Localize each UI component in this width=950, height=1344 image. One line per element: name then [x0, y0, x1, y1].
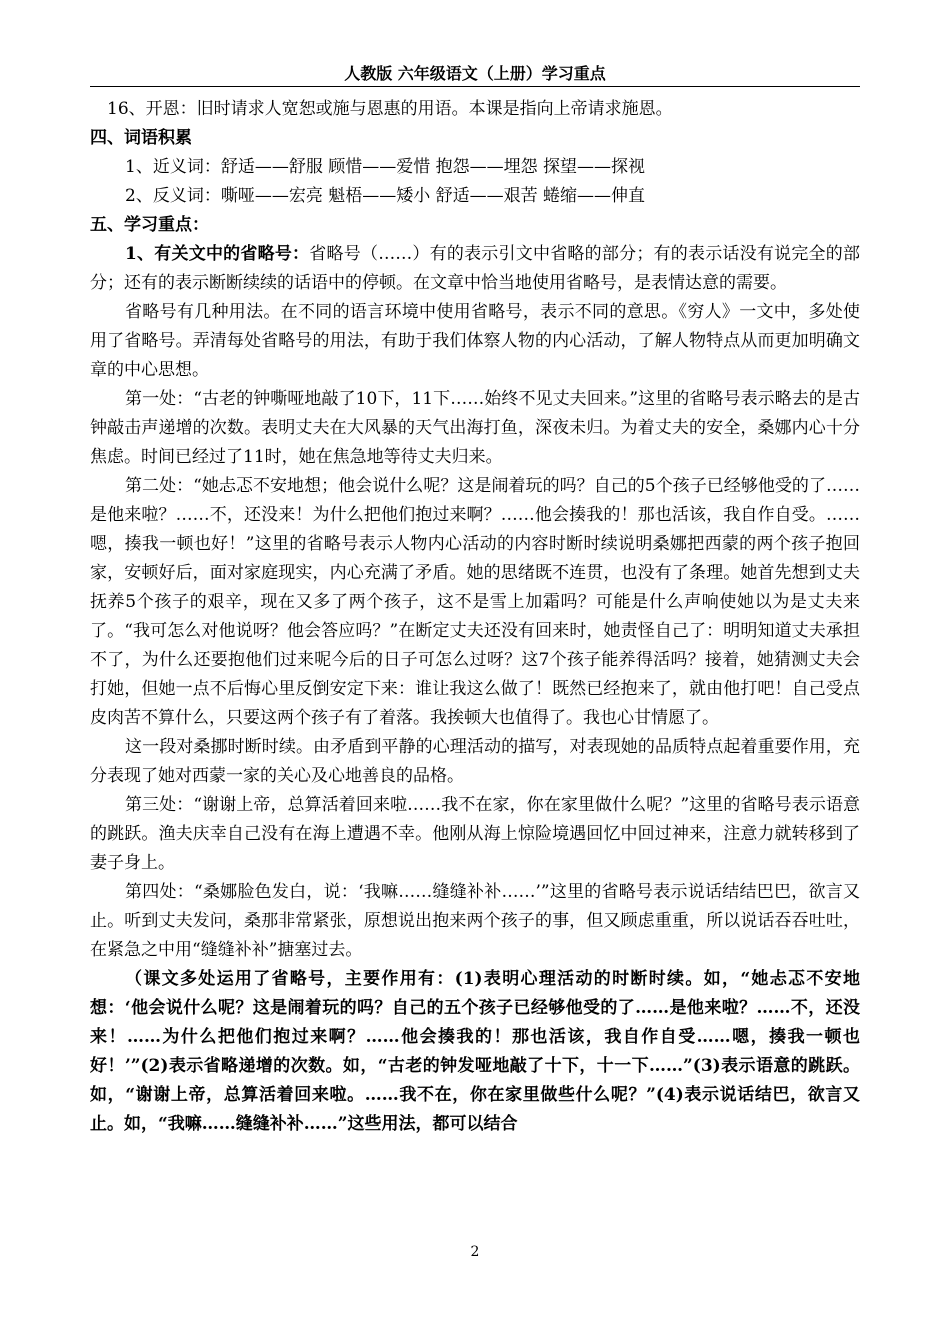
- analysis-paragraph: 这一段对桑挪时断时续。由矛盾到平静的心理活动的描写，对表现她的品质特点起着重要作用，充分表现了她对西蒙一家的关心及心地善良的品格。: [90, 737, 860, 786]
- section-heading-vocabulary: 四、词语积累: [90, 128, 192, 148]
- header-divider: [90, 86, 860, 87]
- synonyms-line: 1、近义词：舒适——舒服 顾惜——爱惜 抱怨——埋怨 探望——探视: [125, 157, 646, 177]
- ellipsis-usage-paragraph: 省略号有几种用法。在不同的语言环境中使用省略号，表示不同的意思。《穷人》一文中，多处使用了省略号。弄清每处省略号的用法，有助于我们体察人物的内心活动，了解人物特点从而更加明确文章的中心思想。: [90, 302, 860, 380]
- antonyms-line: 2、反义词：嘶哑——宏亮 魁梧——矮小 舒适——艰苦 蜷缩——伸直: [125, 186, 646, 206]
- first-instance-paragraph: 第一处：“古老的钟嘶哑地敲了10下，11下……始终不见丈夫回来。”这里的省略号表示略去的是古钟敲击声递增的次数。表明丈夫在大风暴的天气出海打鱼，深夜未归。为着丈夫的安全，桑娜内心十分焦虑。时间已经过了11时，她在焦急地等待丈夫归来。: [90, 389, 860, 467]
- ellipsis-intro-text: 省略号（……）有的表示引文中省略的部分；有的表示话没有说完全的部分；还有的表示断断续续的话语中的停顿。在文章中恰当地使用省略号，是表情达意的需要。: [90, 244, 860, 293]
- document-body: [90, 95, 860, 1139]
- third-instance-paragraph: 第三处：“谢谢上帝，总算活着回来啦……我不在家，你在家里做什么呢？”这里的省略号表示语意的跳跃。渔夫庆幸自己没有在海上遭遇不幸。他刚从海上惊险境遇回忆中回过神来，注意力就转移到了妻子身上。: [90, 795, 860, 873]
- summary-paragraph: （课文多处运用了省略号，主要作用有：(1)表明心理活动的时断时续。如，“她忐忑不安地想：‘他会说什么呢？这是闹着玩的吗？自己的五个孩子已经够他受的了……是他来啦？……不，还没来！……为什么把他们抱过来啊？……他会揍我的！那也活该，我自作自受……嗯，揍我一顿也好！’”(2)表示省略递增的次数。如，“古老的钟发哑地敲了十下，十一下……”(3)表示语意的跳跃。如，“谢谢上帝，总算活着回来啦。……我不在，你在家里做些什么呢？”(4)表示说话结巴，欲言又止。如，“我嘛……缝缝补补……”这些用法，都可以结合: [90, 969, 860, 1134]
- ellipsis-intro-label: 1、有关文中的省略号：: [125, 244, 310, 264]
- section-heading-key-points: 五、学习重点：: [90, 215, 209, 235]
- page-number: 2: [470, 1244, 480, 1260]
- vocab-item-16: 16、开恩：旧时请求人宽恕或施与恩惠的用语。本课是指向上帝请求施恩。: [107, 99, 673, 119]
- second-instance-paragraph: 第二处：“她忐忑不安地想；他会说什么呢？这是闹着玩的吗？自己的5个孩子已经够他受的了……是他来啦？……不，还没来！为什么把他们抱过来啊？……他会揍我的！那也活该，我自作自受。……嗯，揍我一顿也好！”这里的省略号表示人物内心活动的内容时断时续说明桑娜把西蒙的两个孩子抱回家，安顿好后，面对家庭现实，内心充满了矛盾。她的思绪既不连贯，也没有了条理。她首先想到丈夫抚养5个孩子的艰辛，现在又多了两个孩子，这不是雪上加霜吗？可能是什么声响使她以为是丈夫来了。“我可怎么对他说呀？他会答应吗？”在断定丈夫还没有回来时，她责怪自己了：明明知道丈夫承担不了，为什么还要抱他们过来呢今后的日子可怎么过呀？这7个孩子能养得活吗？接着，她猜测丈夫会打她，但她一点不后悔心里反倒安定下来：谁让我这么做了！既然已经抱来了，就由他打吧！自己受点皮肉苦不算什么，只要这两个孩子有了着落。我挨顿大也值得了。我也心甘情愿了。: [90, 476, 860, 728]
- page-header-title: 人教版 六年级语文（上册）学习重点: [344, 64, 606, 83]
- fourth-instance-paragraph: 第四处：“桑娜脸色发白，说：‘我嘛……缝缝补补……’”这里的省略号表示说话结结巴巴，欲言又止。听到丈夫发问，桑那非常紧张，原想说出抱来两个孩子的事，但又顾虑重重，所以说话吞吞吐吐，在紧急之中用“缝缝补补”搪塞过去。: [90, 882, 860, 960]
- ellipsis-intro-paragraph: [90, 240, 860, 298]
